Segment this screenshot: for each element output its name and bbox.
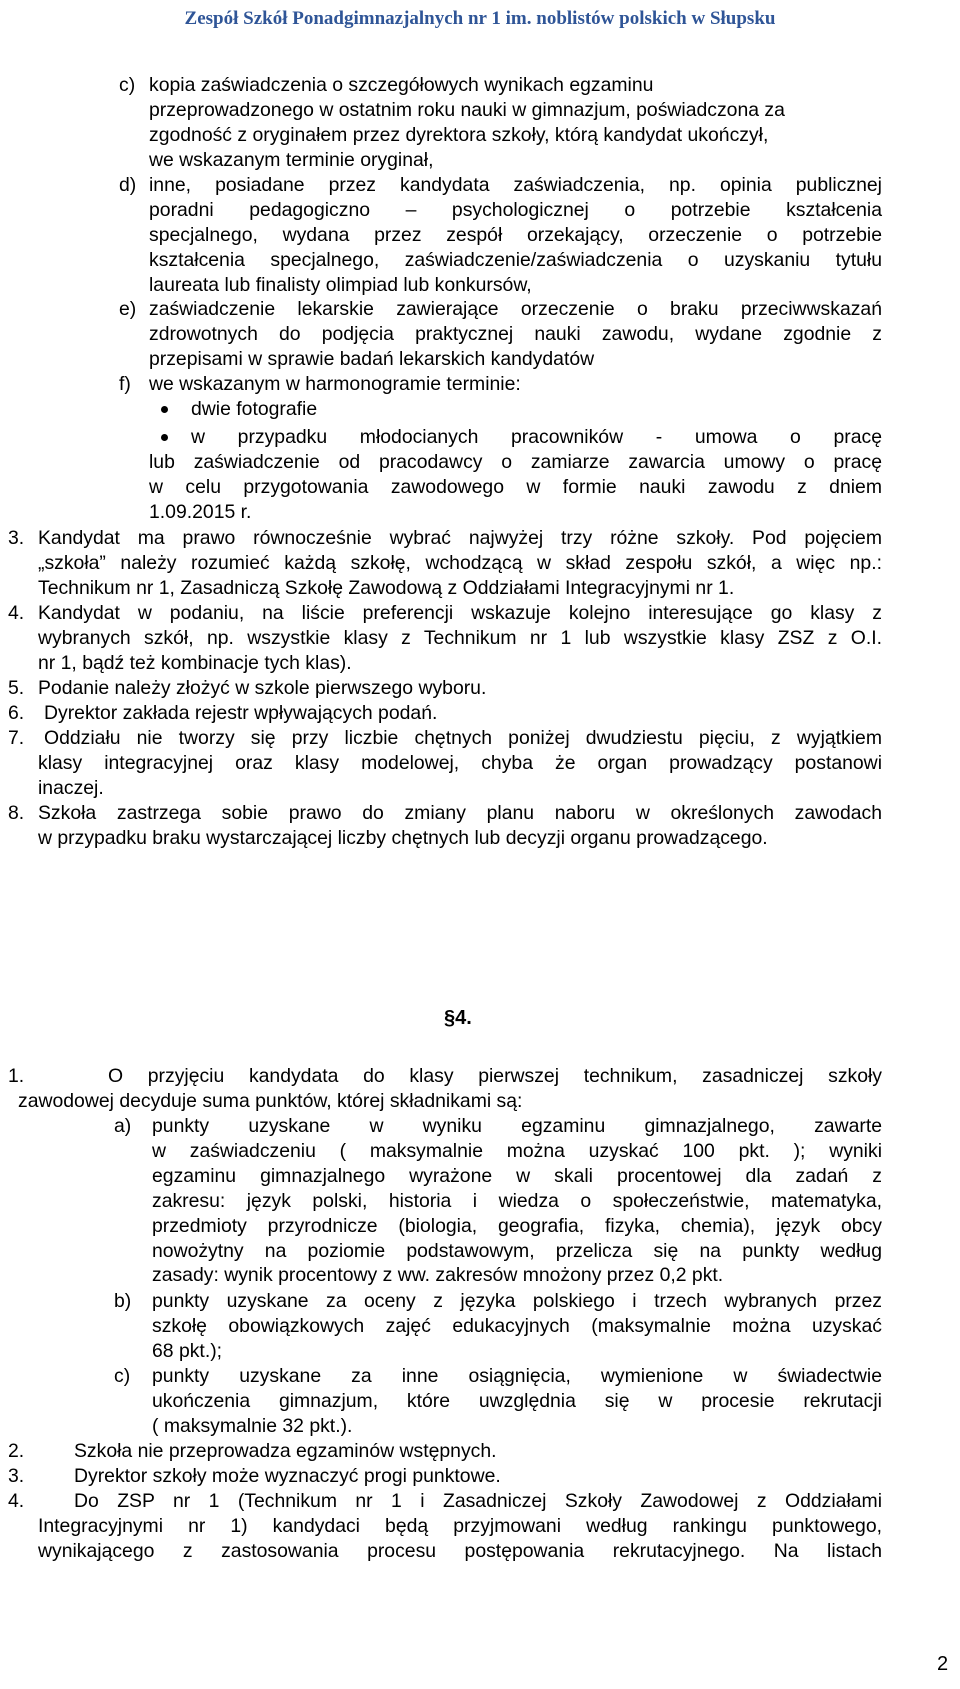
list-item-f: we wskazanym w harmonogramie terminie: [149, 373, 521, 395]
list-item-label: a) [114, 1115, 132, 1137]
list-item-label: e) [119, 298, 137, 320]
list-item-label: 6. [8, 702, 25, 724]
bullet-item: dwie fotografie [191, 398, 318, 420]
list-item-5: Podanie należy złożyć w szkole pierwszego wyboru. [38, 677, 487, 699]
s4-subitem-a: punkty uzyskane w wyniku egzaminu gimnazjalnego, zawarte w zaświadczeniu ( maksymalnie można uzyskać 100 pkt. ); wyniki egzaminu gimnazjalnego wyrażone w skali procentowej dla zadań z zakresu: język polski, historia i wiedza o społeczeństwie, matematyka, przedmioty przyrodnicze (biologia, geografia, fizyka, chemia), język obcy nowożytny na poziomie podstawowym, przelicza się na punkty według zasady: wynik procentowy z ww. zakresów mnożony przez 0,2 pkt. [152, 1115, 882, 1287]
list-item-label: 3. [8, 527, 25, 549]
list-item-label: 4. [8, 602, 25, 624]
s4-item-3: Dyrektor szkoły może wyznaczyć progi punktowe. [74, 1465, 501, 1487]
list-item-label: 5. [8, 677, 25, 699]
list-item-label: 3. [8, 1465, 25, 1487]
page-number: 2 [937, 1653, 949, 1675]
list-item-7: Oddziału nie tworzy się przy liczbie chętnych poniżej dwudziestu pięciu, z wyjątkiem klasy integracyjnej oraz klasy modelowej, chyba że organ prowadzący postanowi inaczej. [38, 727, 882, 799]
list-item-label: 4. [8, 1490, 25, 1512]
list-item-label: c) [114, 1365, 131, 1387]
page-header [0, 4, 960, 34]
bullet-item: w przypadku młodocianych pracowników - umowa o pracę [191, 426, 882, 448]
bullet-item-continuation: lub zaświadczenie od pracodawcy o zamiarze zawarcia umowy o pracę w celu przygotowania zawodowego w formie nauki zawodu z dniem 1.09.2015 r. [149, 451, 882, 523]
list-item-8: Szkoła zastrzega sobie prawo do zmiany planu naboru w określonych zawodach w przypadku braku wystarczającej liczby chętnych lub decyzji organu prowadzącego. [38, 802, 882, 849]
list-item-c: kopia zaświadczenia o szczegółowych wynikach egzaminu przeprowadzonego w ostatnim roku nauki w gimnazjum, poświadczona za zgodność z oryginałem przez dyrektora szkoły, którą kandydat ukończył, we wskazanym terminie oryginał, [149, 74, 785, 171]
list-item-label: b) [114, 1290, 132, 1312]
section-heading: §4. [444, 1007, 472, 1029]
bullet-icon [161, 406, 168, 413]
list-item-3: Kandydat ma prawo równocześnie wybrać najwyżej trzy różne szkoły. Pod pojęciem „szkoła” należy rozumieć każdą szkołę, wchodzącą w skład zespołu szkół, a więc np.: Technikum nr 1, Zasadniczą Szkołę Zawodową z Oddziałami Integracyjnymi nr 1. [38, 527, 882, 599]
s4-item-1-line2: zawodowej decyduje suma punktów, której składnikami są: [18, 1090, 523, 1112]
list-item-4: Kandydat w podaniu, na liście preferencji wskazuje kolejno interesujące go klasy z wybranych szkół, np. wszystkie klasy z Technikum nr 1 lub wszystkie klasy ZSZ z O.I. nr 1, bądź też kombinacje tych klas). [38, 602, 882, 674]
s4-item-2: Szkoła nie przeprowadza egzaminów wstępnych. [74, 1440, 497, 1462]
list-item-e: zaświadczenie lekarskie zawierające orzeczenie o braku przeciwwskazań zdrowotnych do podjęcia praktycznej nauki zawodu, wydane zgodnie z przepisami w sprawie badań lekarskich kandydatów [149, 298, 882, 370]
list-item-d: inne, posiadane przez kandydata zaświadczenia, np. opinia publicznej poradni pedagogiczno – psychologicznej o potrzebie kształcenia specjalnego, wydana przez zespół orzekający, orzeczenie o potrzebie kształcenia specjalnego, zaświadczenie/zaświadczenia o uzyskaniu tytułu laureata lub finalisty olimpiad lub konkursów, [149, 174, 882, 296]
s4-item-1-line1: O przyjęciu kandydata do klasy pierwszej technikum, zasadniczej szkoły [108, 1065, 882, 1087]
list-item-label: 1. [8, 1065, 25, 1087]
school-name: Zespół Szkół Ponadgimnazjalnych nr 1 im. noblistów polskich w Słupsku [184, 8, 776, 29]
list-item-label: c) [119, 74, 136, 96]
list-item-label: 7. [8, 727, 25, 749]
list-item-label: d) [119, 174, 137, 196]
list-item-label: 8. [8, 802, 25, 824]
list-item-label: 2. [8, 1440, 25, 1462]
s4-subitem-b: punkty uzyskane za oceny z języka polskiego i trzech wybranych przez szkołę obowiązkowych zajęć edukacyjnych (maksymalnie można uzyskać 68 pkt.); [152, 1290, 882, 1362]
list-item-label: f) [119, 373, 131, 395]
s4-item-4: Do ZSP nr 1 (Technikum nr 1 i Zasadniczej Szkoły Zawodowej z Oddziałami Integracyjnymi nr 1) kandydaci będą przyjmowani według rankingu punktowego, wynikającego z zastosowania procesu postępowania rekrutacyjnego. Na listach [38, 1490, 882, 1562]
bullet-icon [161, 434, 168, 441]
list-item-6: Dyrektor zakłada rejestr wpływających podań. [44, 702, 438, 724]
s4-subitem-c: punkty uzyskane za inne osiągnięcia, wymienione w świadectwie ukończenia gimnazjum, które uwzględnia się w procesie rekrutacji ( maksymalnie 32 pkt.). [152, 1365, 882, 1437]
